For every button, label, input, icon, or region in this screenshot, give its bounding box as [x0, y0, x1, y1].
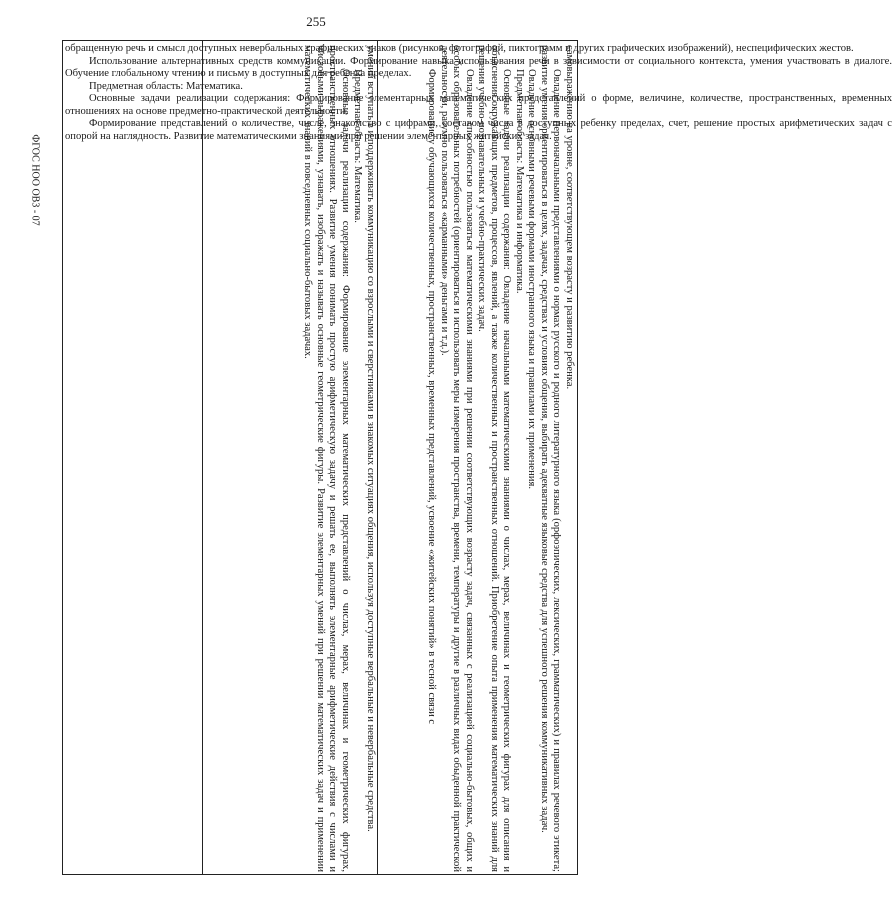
paragraph: самовыражению на уровне, соответствующем возрасту и развитию ребенка.: [564, 45, 575, 390]
paragraph: Овладение основными речевыми формами иностранного языка и правилами их применения.: [526, 69, 538, 489]
paragraph: Формирование у обучающихся количественных, пространственных, временных представлений, усвоение «житейских понятий» в тесной связи с: [426, 69, 438, 725]
footer-label: ФГОС НОО ОВЗ - 07: [29, 134, 41, 226]
paragraph: Овладение способностью пользоваться математическими знаниями при решении соответствующих возрасту задач, связанных с реализацией социально-бытовых, общих и особых образовательных потребностей (ориентироваться и использовать меры измерения пространства, времени, температуры и другие в различных видах обыденной практической деятельности, разумно пользоваться «карманными» деньгами и т.д.).: [439, 45, 475, 872]
section-heading: Предметная область: Математика и информатика.: [514, 69, 525, 294]
table-column-2: [202, 41, 378, 874]
paragraph: Основные задачи реализации содержания: Формирование элементарных математических представлений о форме, величине, количестве, пространственных, временных отношениях на основе предметно-практической деятельности.: [65, 93, 892, 117]
paragraph: Использование альтернативных средств коммуникации. Формирование навыка использования речи в зависимости от социального контекста, умения участвовать в диалоге. Обучение глобальному чтению и письму в доступных для ребенка пределах.: [65, 55, 892, 79]
column-3-text: [61, 41, 896, 145]
side-footer: [28, 120, 42, 240]
column-2-text: [299, 41, 378, 876]
paragraph: Основные задачи реализации содержания: Формирование элементарных математических представлений о числах, мерах, величинах и геометрических фигурах, пространственных отношениях. Развитие умения понимать простую арифметическую задачу и решать ее, выполнять элементарные арифметические действия с числами и числовыми выражениями, узнавать, изображать и называть основные геометрические фигуры. Развитие элементарных умений при решении математических задач и применении математических знаний в повседневных социально-бытовых задачах.: [302, 45, 351, 872]
column-1-text: [423, 41, 577, 876]
section-heading: Предметная область: Математика.: [352, 69, 364, 223]
table-column-1: [377, 41, 577, 874]
paragraph: умений вступать в и поддерживать коммуникацию со взрослыми и сверстниками в знакомых ситуациях общения, используя доступные вербальные и невербальные средства.: [365, 45, 376, 832]
paragraph: Формирование представлений о количестве, числе, знакомство с цифрами, составом числа в доступных ребенку пределах, счет, решение простых арифметических задач с опорой на наглядность. Развитие математическими знаниями при решении элементарных житейских задач.: [65, 118, 892, 142]
standards-table: [62, 40, 892, 875]
paragraph: Овладение первоначальными представлениями о нормах русского и родного литературного языка (орфоэпических, лексических, грамматических) и правилах речевого этикета; развитие умения ориентироваться в целях, задачах, средствах и условиях общения, выбирать адекватные языковые средства для успешного решения коммуникативных задач.: [539, 45, 563, 872]
page-number: 255: [306, 14, 326, 29]
section-heading: Предметная область: Математика.: [89, 80, 243, 92]
paragraph: Основные задачи реализации содержания: Овладение начальными математическими знаниями о числах, мерах, величинах и геометрических фигурах для описания и объяснения окружающих предметов, процессов, явлений, а также количественных и пространственных отношений. Приобретение опыта применения математических знаний для решения учебно-познавательных и учебно-практических задач.: [476, 45, 513, 872]
paragraph: обращенную речь и смысл доступных невербальных графических знаков (рисунков, фотографий, пиктограмм и других графических изображений), неспецифических жестов.: [65, 43, 854, 54]
